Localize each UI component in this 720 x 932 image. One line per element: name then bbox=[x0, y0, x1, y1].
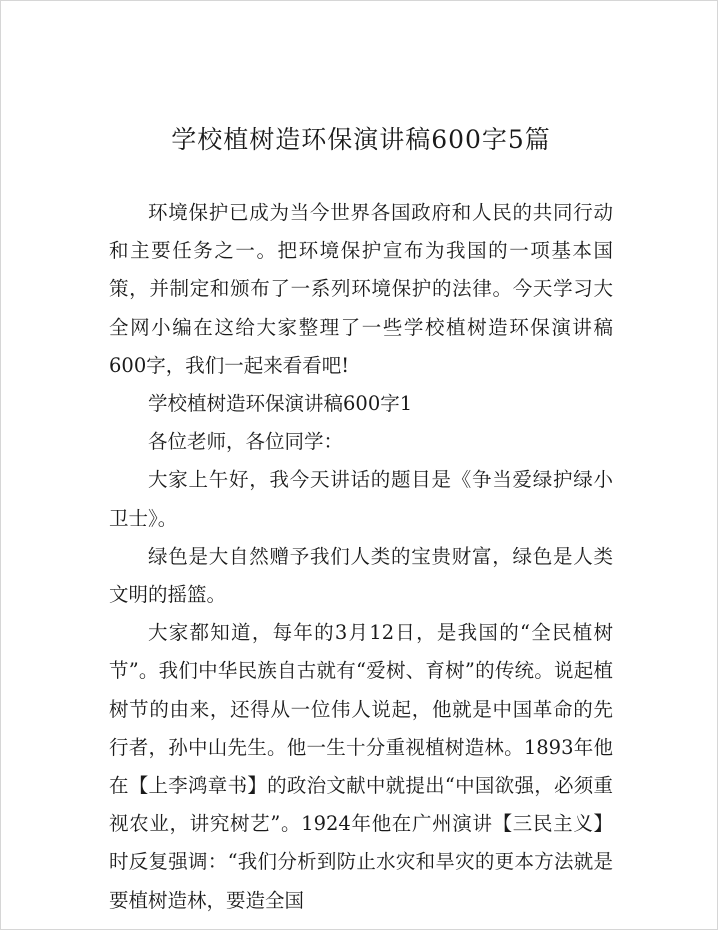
section-heading: 学校植树造环保演讲稿600字1 bbox=[148, 392, 413, 416]
greeting-paragraph: 大家上午好，我今天讲话的题目是《争当爱绿护绿小卫士》。 bbox=[109, 468, 613, 530]
green-paragraph: 绿色是大自然赠予我们人类的宝贵财富，绿色是人类文明的摇篮。 bbox=[109, 544, 613, 607]
arbor-day-paragraph: 大家都知道，每年的3月12日，是我国的“全民植树节”。我们中华民族自古就有“爱树、育树”的传统。说起植树节的由来，还得从一位伟人说起，他就是中国革命的先行者，孙中山先生。他一生十分重视植树造林。1893年他在【上李鸿章书】的政治文献中就提出“中国欲强，必须重视农业，讲究树艺”。1924年他在广州演讲【三民主义】时反复强调：“我们分析到防止水灾和旱灾的更本方法就是要植树造林，要造全国 bbox=[109, 621, 613, 912]
salutation-paragraph: 各位老师，各位同学： bbox=[148, 430, 344, 454]
document-title: 学校植树造环保演讲稿600字5篇 bbox=[171, 125, 551, 154]
document-body bbox=[109, 194, 613, 920]
intro-paragraph: 环境保护已成为当今世界各国政府和人民的共同行动和主要任务之一。把环境保护宣布为我国的一项基本国策，并制定和颁布了一系列环境保护的法律。今天学习大全网小编在这给大家整理了一些学校植树造环保演讲稿600字，我们一起来看看吧! bbox=[109, 201, 613, 377]
